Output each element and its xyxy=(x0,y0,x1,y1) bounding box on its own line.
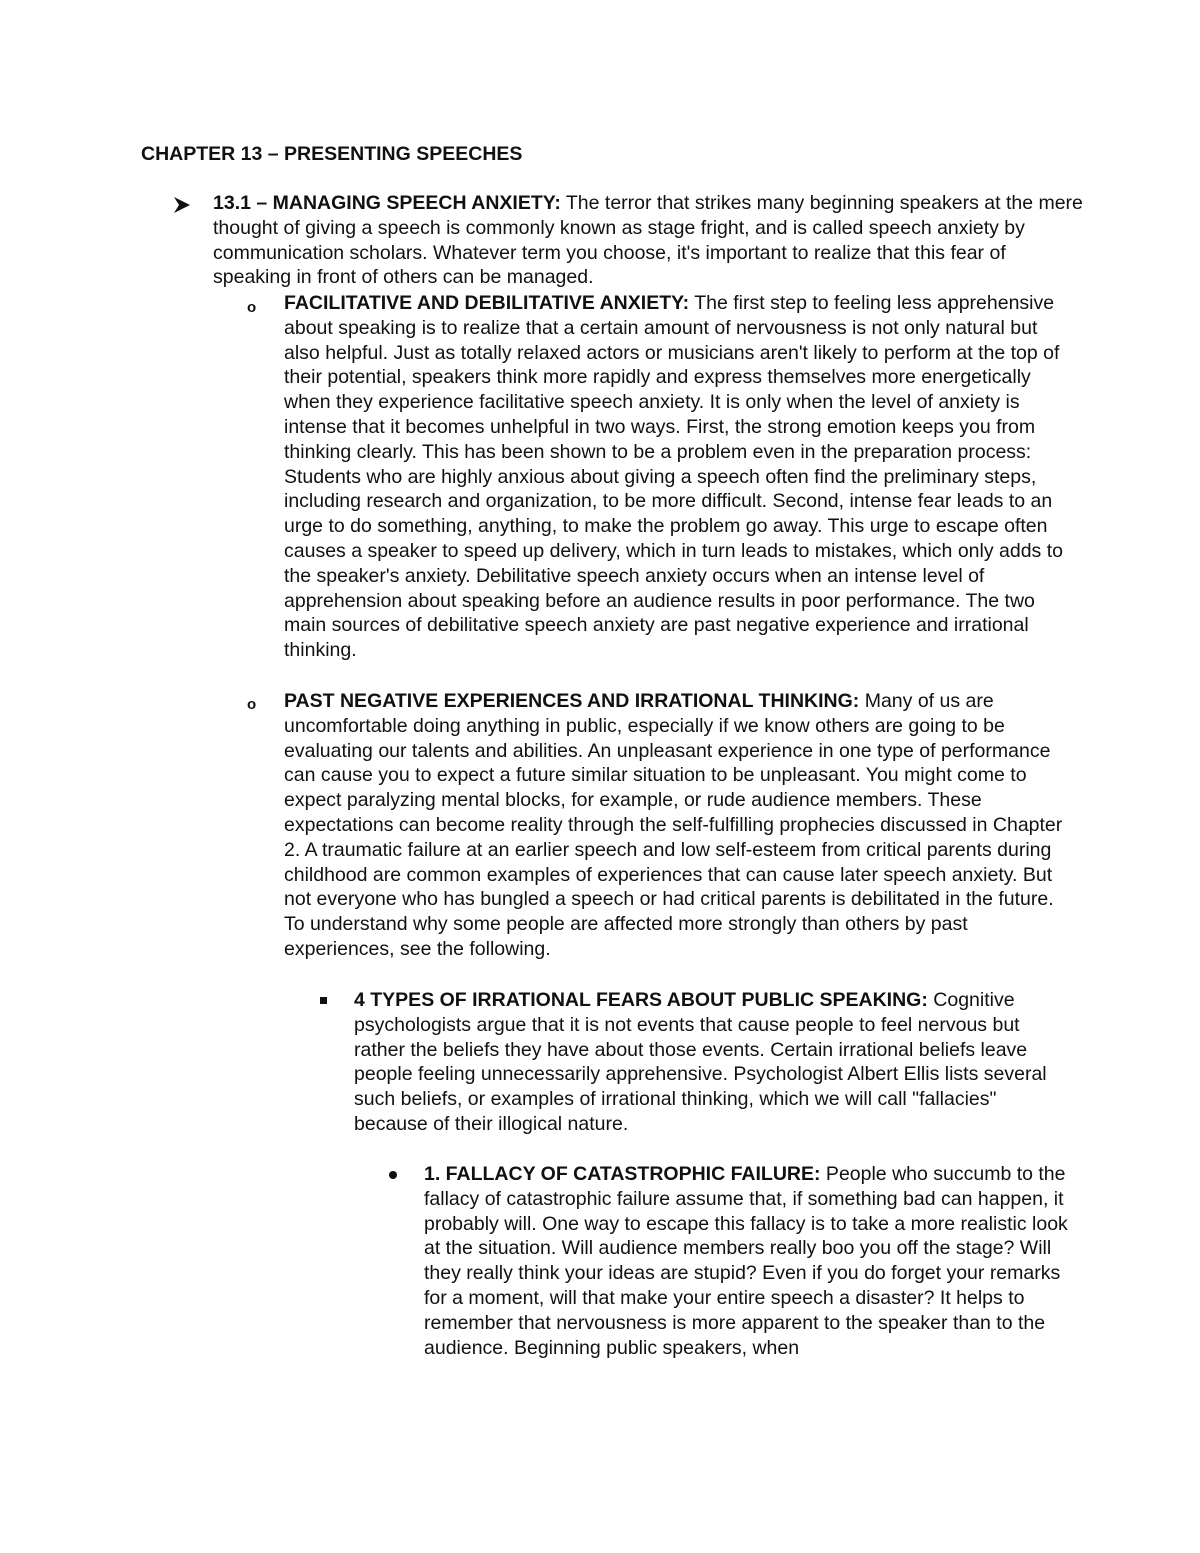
subsection-heading: FACILITATIVE AND DEBILITATIVE ANXIETY: xyxy=(284,292,690,314)
circle-bullet-icon: o xyxy=(247,299,257,316)
section-heading: 13.1 – MANAGING SPEECH ANXIETY: xyxy=(213,192,561,214)
subsection-catastrophic-failure xyxy=(424,1162,1074,1360)
subsection-body: Many of us are uncomfortable doing anything in public, especially if we know others are going to be evaluating our talents and abilities. An unpleasant experience in one type of performance can cause you to expect a future similar situation to be unpleasant. You might come to expect paralyzing mental blocks, for example, or rude audience members. These expectations can become reality through the self-fulfilling prophecies discussed in Chapter 2. A traumatic failure at an earlier speech and low self-esteem from critical parents during childhood are common examples of experiences that can cause later speech anxiety. But not everyone who has bungled a speech or had critical parents is debilitated in the future. To understand why some people are affected more strongly than others by past experiences, see the following. xyxy=(284,690,1063,960)
section-managing-speech-anxiety xyxy=(213,191,1083,290)
subsection-past-negative-experiences xyxy=(284,689,1074,962)
subsection-body: Cognitive psychologists argue that it is not events that cause people to feel nervous but rather the beliefs they have about those events. Certain irrational beliefs leave people feeling unnecessarily apprehensive. Psychologist Albert Ellis lists several such beliefs, or examples of irrational thinking, which we will call "fallacies" because of their illogical nature. xyxy=(354,989,1047,1135)
circle-bullet-icon: o xyxy=(247,696,257,713)
disc-bullet-icon xyxy=(389,1171,397,1179)
subsection-heading: 4 TYPES OF IRRATIONAL FEARS ABOUT PUBLIC SPEAKING: xyxy=(354,989,928,1011)
subsection-facilitative-anxiety xyxy=(284,291,1074,663)
subsection-four-types-irrational-fears xyxy=(354,988,1074,1137)
square-bullet-icon xyxy=(320,997,327,1004)
section-body: The terror that strikes many beginning speakers at the mere thought of giving a speech is commonly known as stage fright, and is called speech anxiety by communication scholars. Whatever term you choose, it's important to realize that this fear of speaking in front of others can be managed. xyxy=(213,192,1083,289)
chapter-title: CHAPTER 13 – PRESENTING SPEECHES xyxy=(141,143,523,165)
subsection-body: The first step to feeling less apprehensive about speaking is to realize that a certain amount of nervousness is not only natural but also helpful. Just as totally relaxed actors or musicians aren't likely to perform at the top of their potential, speakers think more rapidly and express themselves more energetically when they experience facilitative speech anxiety. It is only when the level of anxiety is intense that it becomes unhelpful in two ways. First, the strong emotion keeps you from thinking clearly. This has been shown to be a problem even in the preparation process: Students who are highly anxious about giving a speech often find the preliminary steps, including research and organization, to be more difficult. Second, intense fear leads to an urge to do something, anything, to make the problem go away. This urge to escape often causes a speaker to speed up delivery, which in turn leads to mistakes, which only adds to the speaker's anxiety. Debilitative speech anxiety occurs when an intense level of apprehension about speaking before an audience results in poor performance. The two main sources of debilitative speech anxiety are past negative experience and irrational thinking. xyxy=(284,292,1063,662)
arrow-bullet-icon xyxy=(172,196,192,214)
subsection-heading: PAST NEGATIVE EXPERIENCES AND IRRATIONAL THINKING: xyxy=(284,690,860,712)
subsection-body: People who succumb to the fallacy of catastrophic failure assume that, if something bad can happen, it probably will. One way to escape this fallacy is to take a more realistic look at the situation. Will audience members really boo you off the stage? Will they really think your ideas are stupid? Even if you do forget your remarks for a moment, will that make your entire speech a disaster? It helps to remember that nervousness is more apparent to the speaker than to the audience. Beginning public speakers, when xyxy=(424,1163,1068,1359)
subsection-heading: 1. FALLACY OF CATASTROPHIC FAILURE: xyxy=(424,1163,821,1185)
